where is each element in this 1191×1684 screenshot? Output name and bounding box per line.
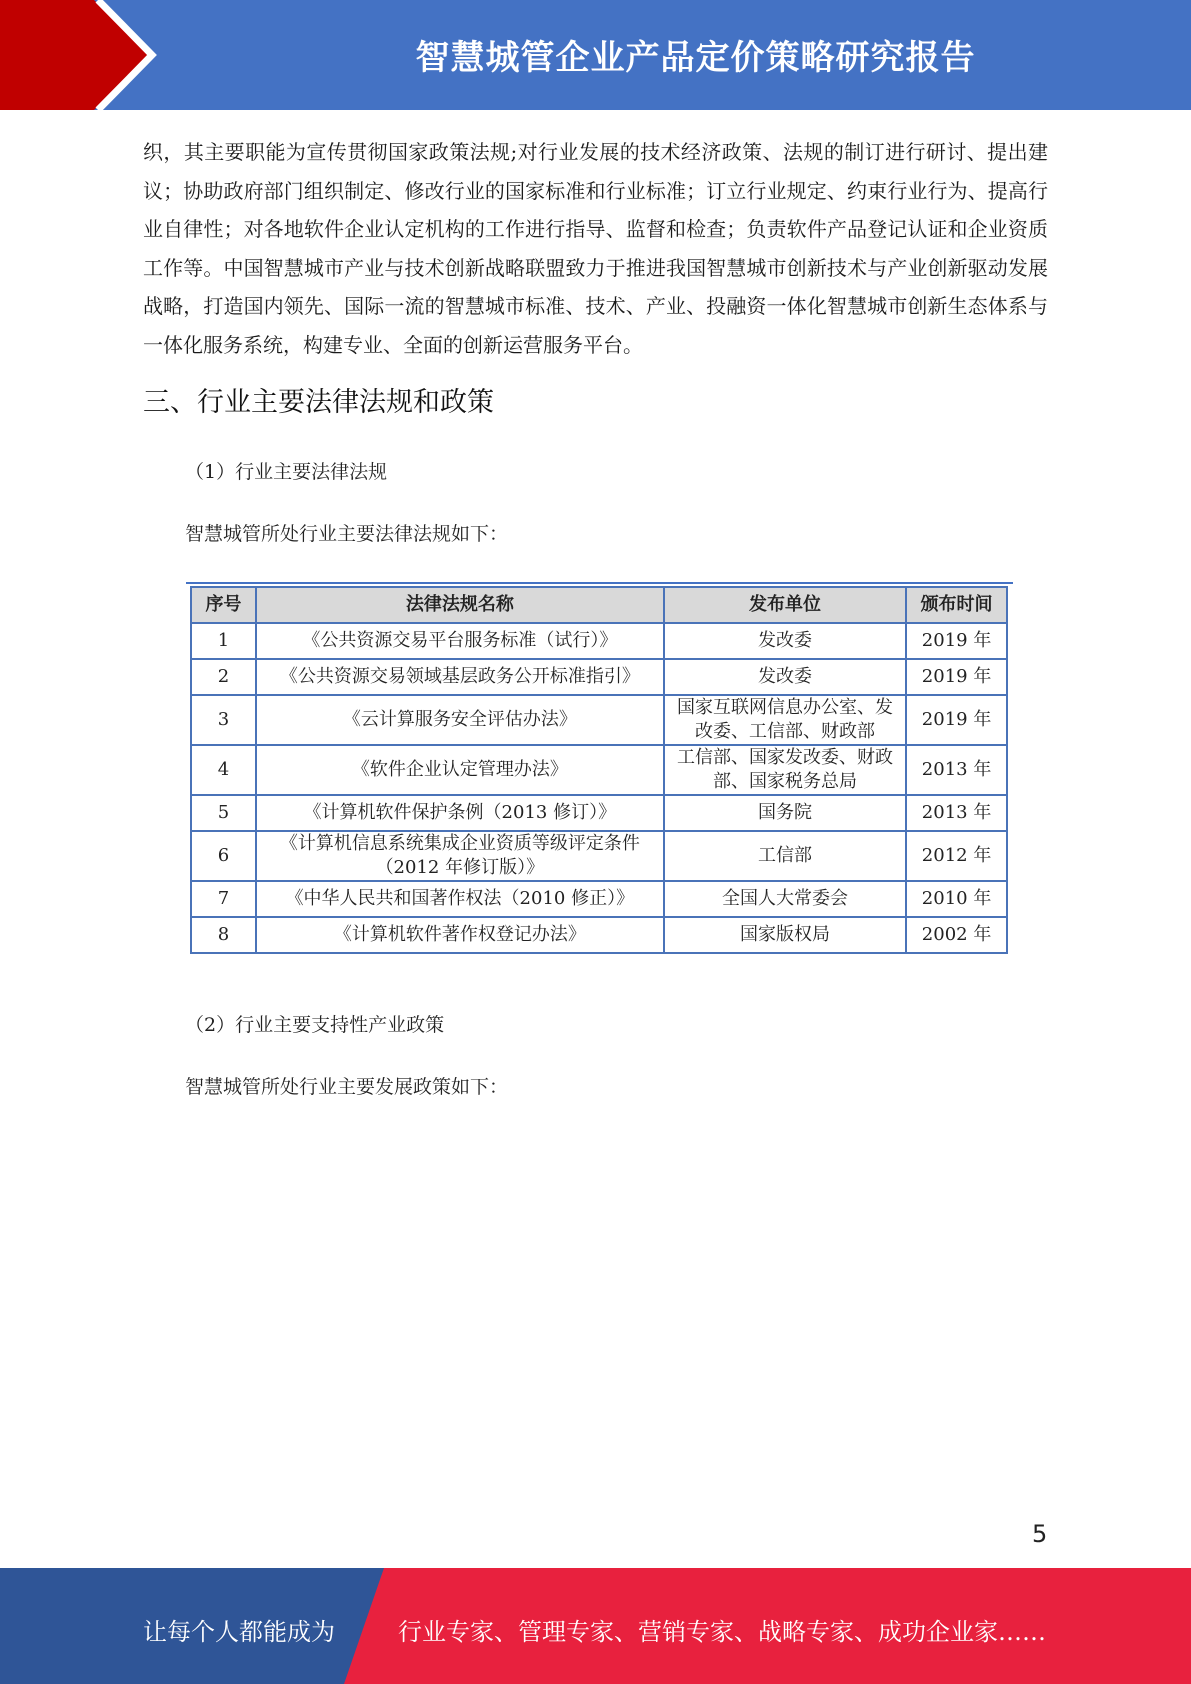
footer-slogan-left: 让每个人都能成为: [143, 1618, 335, 1646]
cell-unit: 国家互联网信息办公室、发改委、工信部、财政部: [664, 695, 906, 745]
table-row: [191, 745, 1007, 795]
cell-name: 《公共资源交易平台服务标准（试行）》: [256, 623, 664, 659]
cell-unit: 国务院: [664, 795, 906, 831]
laws-table-container: [186, 582, 1013, 954]
cell-no: 5: [191, 795, 256, 831]
report-title: 智慧城管企业产品定价策略研究报告: [415, 38, 976, 78]
cell-name: 《云计算服务安全评估办法》: [256, 695, 664, 745]
table-header-row: [191, 587, 1007, 623]
cell-name: 《软件企业认定管理办法》: [256, 745, 664, 795]
cell-name: 《公共资源交易领域基层政务公开标准指引》: [256, 659, 664, 695]
table-row: [191, 917, 1007, 953]
table-row: [191, 831, 1007, 881]
cell-no: 3: [191, 695, 256, 745]
cell-name: 《中华人民共和国著作权法（2010 修正）》: [256, 881, 664, 917]
cell-no: 8: [191, 917, 256, 953]
page-footer: [0, 1568, 1191, 1684]
cell-date: 2012 年: [906, 831, 1007, 881]
cell-unit: 发改委: [664, 659, 906, 695]
laws-table: [190, 586, 1008, 954]
cell-name: 《计算机软件著作权登记办法》: [256, 917, 664, 953]
cell-unit: 全国人大常委会: [664, 881, 906, 917]
laws-intro-text: 智慧城管所处行业主要法律法规如下：: [185, 523, 509, 545]
cell-name: 《计算机信息系统集成企业资质等级评定条件（2012 年修订版）》: [256, 831, 664, 881]
table-row: [191, 881, 1007, 917]
cell-no: 6: [191, 831, 256, 881]
cell-name: 《计算机软件保护条例（2013 修订）》: [256, 795, 664, 831]
header-cell-date: 颁布时间: [906, 587, 1007, 623]
footer-slogan-right: 行业专家、管理专家、营销专家、战略专家、成功企业家……: [398, 1618, 1046, 1646]
cell-date: 2019 年: [906, 695, 1007, 745]
cell-date: 2019 年: [906, 659, 1007, 695]
subsection-title-laws: （1）行业主要法律法规: [185, 461, 388, 483]
policies-intro-text: 智慧城管所处行业主要发展政策如下：: [185, 1076, 509, 1098]
cell-unit: 工信部、国家发改委、财政部、国家税务总局: [664, 745, 906, 795]
page-header: [0, 0, 1191, 110]
cell-date: 2013 年: [906, 745, 1007, 795]
header-cell-no: 序号: [191, 587, 256, 623]
cell-date: 2010 年: [906, 881, 1007, 917]
header-cell-unit: 发布单位: [664, 587, 906, 623]
cell-no: 1: [191, 623, 256, 659]
table-row: [191, 795, 1007, 831]
cell-unit: 发改委: [664, 623, 906, 659]
header-cell-name: 法律法规名称: [256, 587, 664, 623]
body-paragraph: 织，其主要职能为宣传贯彻国家政策法规;对行业发展的技术经济政策、法规的制订进行研讨、提出建议；协助政府部门组织制定、修改行业的国家标准和行业标准；订立行业规定、约束行业行为、提高行业自律性；对各地软件企业认定机构的工作进行指导、监督和检查；负责软件产品登记认证和企业资质工作等。中国智慧城市产业与技术创新战略联盟致力于推进我国智慧城市创新技术与产业创新驱动发展战略，打造国内领先、国际一流的智慧城市标准、技术、产业、投融资一体化智慧城市创新生态体系与一体化服务系统，构建专业、全面的创新运营服务平台。: [143, 140, 1048, 357]
cell-unit: 国家版权局: [664, 917, 906, 953]
table-row: [191, 695, 1007, 745]
cell-date: 2002 年: [906, 917, 1007, 953]
table-row: [191, 659, 1007, 695]
cell-unit: 工信部: [664, 831, 906, 881]
cell-no: 7: [191, 881, 256, 917]
cell-no: 4: [191, 745, 256, 795]
cell-date: 2019 年: [906, 623, 1007, 659]
page-number: 5: [1032, 1520, 1048, 1548]
section-heading: 三、行业主要法律法规和政策: [143, 387, 494, 418]
subsection-title-policies: （2）行业主要支持性产业政策: [185, 1014, 445, 1036]
table-row: [191, 623, 1007, 659]
cell-no: 2: [191, 659, 256, 695]
cell-date: 2013 年: [906, 795, 1007, 831]
